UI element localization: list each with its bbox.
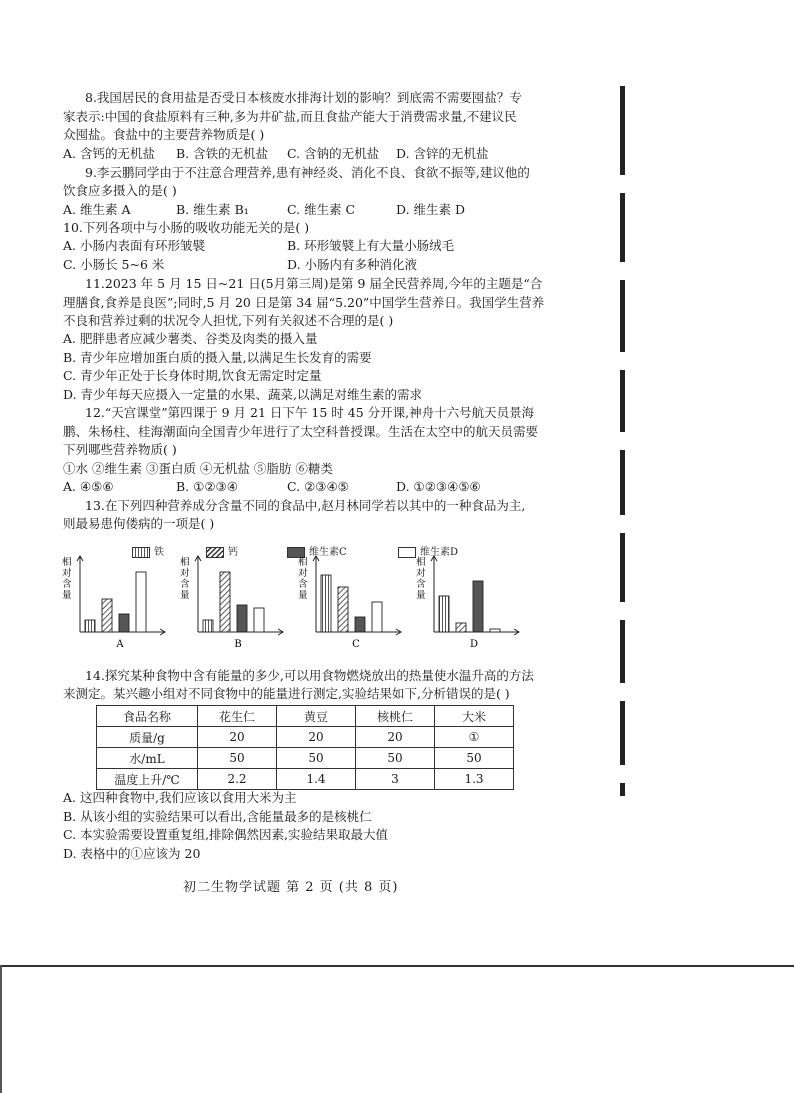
q9-option-a: A. 维生素 A	[63, 202, 131, 217]
table-cell: 质量/g	[97, 727, 198, 748]
binding-mark	[616, 352, 629, 370]
bar-A-2	[119, 614, 129, 632]
q11-option-b: B. 青少年应增加蛋白质的摄入量,以满足生长发育的需要	[63, 350, 372, 365]
bar-C-0	[321, 575, 331, 632]
table-cell: 3	[356, 769, 435, 790]
q11-stem-line: 11.2023 年 5 月 15 日~21 日(5月第三周)是第 9 届全民营养周,今年的主题是“合	[85, 276, 543, 291]
table-cell: 2.2	[198, 769, 277, 790]
bar-D-2	[473, 581, 483, 632]
chart-panel-B	[180, 556, 283, 650]
q8-option-c: C. 含钠的无机盐	[287, 146, 380, 161]
table-cell: 花生仁	[198, 706, 277, 727]
binding-mark	[616, 262, 629, 280]
bar-B-1	[220, 572, 230, 632]
table-cell: 1.4	[277, 769, 356, 790]
q10-option-b: B. 环形皱襞上有大量小肠绒毛	[287, 238, 455, 253]
q14-option-a: A. 这四种食物中,我们应该以食用大米为主	[63, 790, 297, 805]
panel-label: C	[352, 639, 360, 650]
q14-stem-line: 14.探究某种食物中含有能量的多少,可以用食物燃烧放出的热量使水温升高的方法	[85, 668, 534, 683]
table-cell: 大米	[435, 706, 514, 727]
legend-iron: 铁	[132, 543, 164, 558]
q10-option-d: D. 小肠内有多种消化液	[287, 257, 418, 272]
q12-option-d: D. ①②③④⑤⑥	[396, 479, 481, 494]
q14-option-c: C. 本实验需要设置重复组,排除偶然因素,实验结果取最大值	[63, 827, 389, 842]
q9-option-b: B. 维生素 B₁	[176, 202, 249, 217]
table-header-row	[97, 706, 514, 727]
table-cell: 黄豆	[277, 706, 356, 727]
table-cell: 温度上升/℃	[97, 769, 198, 790]
q11-option-d: D. 青少年每天应摄入一定量的水果、蔬菜,以满足对维生素的需求	[63, 387, 422, 402]
q14-option-d: D. 表格中的①应该为 20	[63, 846, 201, 861]
chart-panel-A	[62, 556, 165, 650]
q13-stem-line: 则最易患佝偻病的一项是( )	[63, 516, 215, 531]
q12-stem-line: 12.“天宫课堂”第四课于 9 月 21 日下午 15 时 45 分开课,神舟十六号航天员景海	[85, 405, 535, 420]
q9-stem-line: 9.李云鹏同学由于不注意合理营养,患有神经炎、消化不良、食欲不振等,建议他的	[85, 165, 530, 180]
table-cell: 20	[198, 727, 277, 748]
bar-A-1	[102, 599, 112, 632]
bar-A-3	[136, 572, 146, 632]
bar-D-0	[439, 596, 449, 632]
bar-D-1	[456, 623, 466, 632]
bar-B-0	[203, 620, 213, 632]
table-cell: 50	[435, 748, 514, 769]
q9-stem-line: 饮食应多摄入的是( )	[63, 183, 177, 198]
binding-mark	[616, 515, 629, 533]
q12-stem-line: 下列哪些营养物质( )	[63, 442, 177, 457]
table-cell: 50	[198, 748, 277, 769]
q11-option-a: A. 肥胖患者应减少薯类、谷类及肉类的摄入量	[63, 331, 318, 346]
table-row	[97, 727, 514, 748]
legend-vitamin-c: 维生素C	[287, 543, 347, 558]
q14-stem-line: 来测定。某兴趣小组对不同食物中的能量进行测定,实验结果如下,分析错误的是( )	[63, 686, 510, 701]
page-fold-edge	[0, 965, 2, 1093]
q8-stem-line: 众囤盐。食盐中的主要营养物质是( )	[63, 127, 265, 142]
bar-charts	[60, 555, 580, 655]
table-cell: 20	[277, 727, 356, 748]
y-axis-label: 相对含量	[180, 557, 190, 601]
q11-stem-line: 不良和营养过剩的状况令人担忧,下列有关叙述不合理的是( )	[63, 313, 394, 328]
binding-mark	[616, 432, 629, 450]
q14-option-b: B. 从该小组的实验结果可以看出,含能量最多的是核桃仁	[63, 809, 372, 824]
q12-stem-line: 鹏、朱杨柱、桂海潮面向全国青少年进行了太空科普授课。生活在太空中的航天员需要	[63, 424, 539, 439]
table-cell: 1.3	[435, 769, 514, 790]
table-cell: ①	[435, 727, 514, 748]
bar-A-0	[85, 620, 95, 632]
q8-option-d: D. 含锌的无机盐	[396, 146, 489, 161]
binding-mark	[616, 765, 629, 783]
q10-option-c: C. 小肠长 5~6 米	[63, 257, 165, 272]
legend-calcium: 钙	[206, 543, 238, 558]
y-axis-label: 相对含量	[416, 557, 426, 601]
table-cell: 20	[356, 727, 435, 748]
table-cell: 50	[356, 748, 435, 769]
q8-stem-line: 家表示:中国的食盐原料有三种,多为井矿盐,而且食盐产能大于消费需求量,不建议民	[63, 109, 517, 124]
y-axis-label: 相对含量	[62, 557, 72, 601]
binding-mark	[616, 602, 629, 620]
q12-items: ①水 ②维生素 ③蛋白质 ④无机盐 ⑤脂肪 ⑥糖类	[63, 461, 333, 476]
q8-stem-line: 8.我国居民的食用盐是否受日本核废水排海计划的影响？到底需不需要囤盐？专	[85, 90, 522, 105]
page-fold-line	[0, 965, 794, 967]
q12-option-c: C. ②③④⑤	[287, 479, 349, 494]
table-row	[97, 769, 514, 790]
y-axis-label: 相对含量	[298, 557, 308, 601]
binding-mark	[616, 683, 629, 701]
bar-C-3	[372, 602, 382, 632]
page-footer: 初二生物学试题 第 2 页 (共 8 页)	[183, 880, 399, 895]
bar-C-1	[338, 587, 348, 632]
binding-mark	[616, 175, 629, 193]
bar-D-3	[490, 629, 500, 632]
q8-option-b: B. 含铁的无机盐	[176, 146, 269, 161]
chart-panel-C	[298, 556, 401, 650]
panel-label: B	[234, 639, 242, 650]
panel-label: A	[116, 639, 124, 650]
q10-option-a: A. 小肠内表面有环形皱襞	[63, 238, 205, 253]
q8-option-a: A. 含钙的无机盐	[63, 146, 155, 161]
table-cell: 核桃仁	[356, 706, 435, 727]
legend-vitamin-d: 维生素D	[398, 543, 458, 558]
q12-option-a: A. ④⑤⑥	[63, 479, 114, 494]
q10-stem: 10.下列各项中与小肠的吸收功能无关的是( )	[63, 220, 310, 235]
table-cell: 食品名称	[97, 706, 198, 727]
panel-label: D	[469, 639, 479, 650]
q11-stem-line: 理膳食,食养是良医”;同时,5 月 20 日是第 34 届“5.20”中国学生营养日。我国学生营养	[63, 295, 545, 310]
bar-B-2	[237, 605, 247, 632]
bar-C-2	[355, 617, 365, 632]
q9-option-d: D. 维生素 D	[396, 202, 466, 217]
chart-panel-D	[416, 556, 519, 650]
table-cell: 水/mL	[97, 748, 198, 769]
q13-stem-line: 13.在下列四种营养成分含量不同的食品中,赵月林同学若以其中的一种食品为主,	[85, 498, 526, 513]
table-row	[97, 748, 514, 769]
q11-option-c: C. 青少年正处于长身体时期,饮食无需定时定量	[63, 368, 322, 383]
energy-table	[96, 705, 514, 790]
bar-B-3	[254, 608, 264, 632]
q9-option-c: C. 维生素 C	[287, 202, 356, 217]
table-cell: 50	[277, 748, 356, 769]
q12-option-b: B. ①②③④	[176, 479, 238, 494]
